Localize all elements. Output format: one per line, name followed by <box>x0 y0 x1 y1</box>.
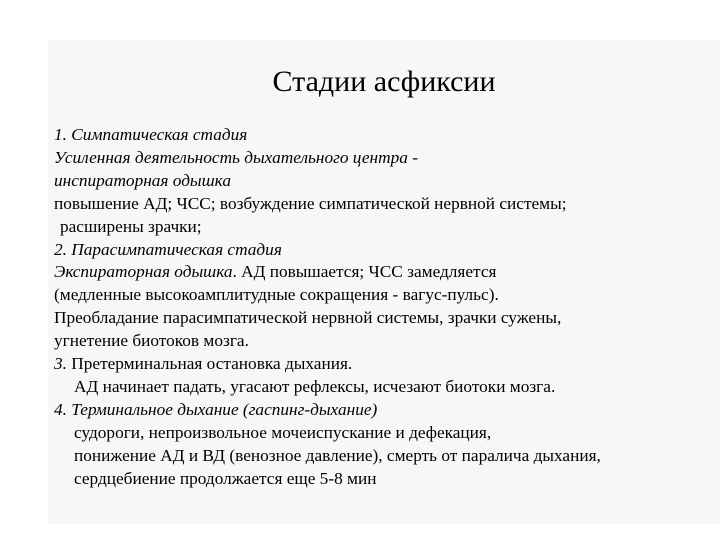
stage-1-line <box>54 170 714 193</box>
line-text: повышение АД; ЧСС; возбуждение симпатической нервной системы; <box>54 193 567 213</box>
slide-title: Стадии асфиксии <box>272 65 496 98</box>
stage-2-line <box>54 261 714 284</box>
line-text: . АД повышается; ЧСС замедляется <box>232 262 497 282</box>
line-text: (медленные высокоамплитудные сокращения - вагус-пульс). <box>54 285 499 305</box>
stage-4-line <box>54 468 714 491</box>
line-text: АД начинает падать, угасают рефлексы, исчезают биотоки мозга. <box>74 376 556 396</box>
line-italic: Экспираторная одышка <box>54 262 233 282</box>
stage-2-line <box>54 307 714 330</box>
line-italic: 1. Симпатическая стадия <box>54 125 248 144</box>
line-text: понижение АД и ВД (венозное давление), смерть от паралича дыхания, <box>74 445 601 465</box>
line-text: угнетение биотоков мозга. <box>54 331 249 351</box>
stage-1-heading <box>54 124 714 147</box>
stage-2-line <box>54 284 714 307</box>
line-italic: 2. Парасимпатическая стадия <box>54 239 282 259</box>
slide-body <box>54 124 714 491</box>
line-italic: 3. <box>54 354 67 374</box>
stage-3-heading <box>54 353 714 376</box>
stage-3-line <box>54 376 714 399</box>
line-text: Преобладание парасимпатической нервной системы, зрачки сужены, <box>54 308 562 328</box>
line-text: судороги, непроизвольное мочеиспускание и дефекация, <box>74 422 492 442</box>
stage-4-heading <box>54 399 714 422</box>
stage-1-line <box>54 193 714 216</box>
stage-2-line <box>54 330 714 353</box>
line-italic: 4. Терминальное дыхание (гаспинг-дыхание) <box>54 399 378 419</box>
line-text: расширены зрачки; <box>60 216 202 236</box>
stage-1-line <box>54 147 714 170</box>
stage-1-line <box>54 216 714 239</box>
line-italic: Усиленная деятельность дыхательного центра - <box>54 147 418 167</box>
stage-2-heading <box>54 239 714 262</box>
stage-4-line <box>54 445 714 468</box>
line-text: Претерминальная остановка дыхания. <box>66 354 353 374</box>
line-text: сердцебиение продолжается еще 5-8 мин <box>74 468 377 488</box>
line-italic: инспираторная одышка <box>54 170 231 190</box>
stage-4-line <box>54 422 714 445</box>
